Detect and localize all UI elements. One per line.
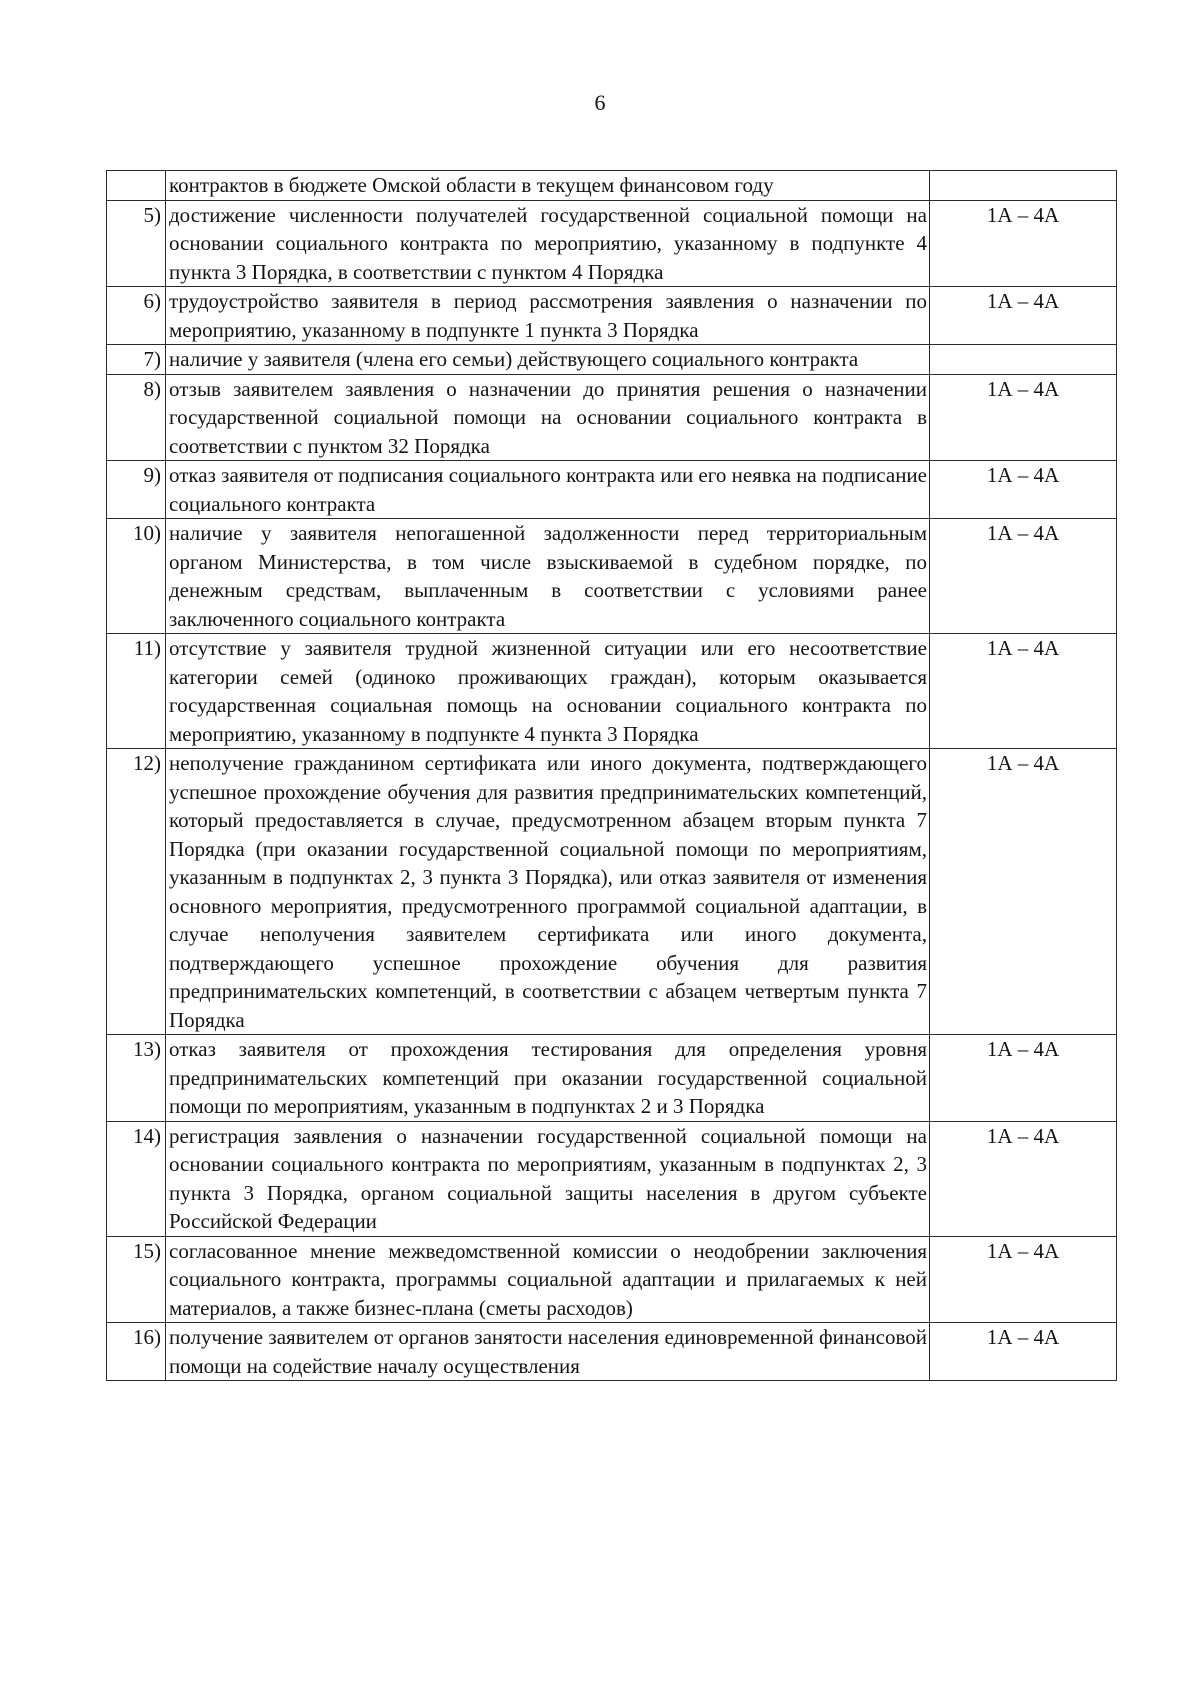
table-row <box>107 1323 1117 1381</box>
row-text: наличие у заявителя (члена его семьи) действующего социального контракта <box>166 345 930 375</box>
row-text: отказ заявителя от подписания социального контракта или его неявка на подписание социального контракта <box>166 461 930 519</box>
row-code: 1А – 4А <box>930 1121 1117 1236</box>
page-number: 6 <box>594 90 606 115</box>
row-number: 15) <box>107 1236 166 1323</box>
table-row <box>107 1236 1117 1323</box>
row-code: 1А – 4А <box>930 1236 1117 1323</box>
row-code: 1А – 4А <box>930 1035 1117 1122</box>
row-number: 10) <box>107 519 166 634</box>
row-number: 14) <box>107 1121 166 1236</box>
row-text: регистрация заявления о назначении государственной социальной помощи на основании социального контракта по мероприятиям, указанным в подпунктах 2, 3 пункта 3 Порядка, органом социальной защиты населения в другом субъекте Российской Федерации <box>166 1121 930 1236</box>
row-code <box>930 171 1117 201</box>
row-code: 1А – 4А <box>930 1323 1117 1381</box>
grounds-table <box>106 170 1117 1381</box>
row-number: 5) <box>107 200 166 287</box>
row-text: неполучение гражданином сертификата или иного документа, подтверждающего успешное прохождение обучения для развития предпринимательских компетенций, который предоставляется в случае, предусмотренном абзацем вторым пункта 7 Порядка (при оказании государственной социальной помощи по мероприятиям, указанным в подпунктах 2, 3 пункта 3 Порядка), или отказ заявителя от изменения основного мероприятия, предусмотренного программой социальной адаптации, в случае неполучения заявителем сертификата или иного документа, подтверждающего успешное прохождение обучения для развития предпринимательских компетенций, в соответствии с абзацем четвертым пункта 7 Порядка <box>166 749 930 1035</box>
row-number: 13) <box>107 1035 166 1122</box>
table-row <box>107 171 1117 201</box>
table-row <box>107 374 1117 461</box>
row-code: 1А – 4А <box>930 749 1117 1035</box>
row-number: 7) <box>107 345 166 375</box>
row-number: 12) <box>107 749 166 1035</box>
row-code: 1А – 4А <box>930 287 1117 345</box>
row-number <box>107 171 166 201</box>
table-row <box>107 287 1117 345</box>
row-number: 16) <box>107 1323 166 1381</box>
table-row <box>107 1035 1117 1122</box>
row-text: наличие у заявителя непогашенной задолженности перед территориальным органом Министерства, в том числе взыскиваемой в судебном порядке, по денежным средствам, выплаченным в соответствии с условиями ранее заключенного социального контракта <box>166 519 930 634</box>
row-text: достижение численности получателей государственной социальной помощи на основании социального контракта по мероприятию, указанному в подпункте 4 пункта 3 Порядка, в соответствии с пунктом 4 Порядка <box>166 200 930 287</box>
row-text: отказ заявителя от прохождения тестирования для определения уровня предпринимательских компетенций при оказании государственной социальной помощи по мероприятиям, указанным в подпунктах 2 и 3 Порядка <box>166 1035 930 1122</box>
table-row <box>107 345 1117 375</box>
table-row <box>107 749 1117 1035</box>
row-text: отсутствие у заявителя трудной жизненной ситуации или его несоответствие категории семей (одиноко проживающих граждан), которым оказывается государственная социальная помощь на основании социального контракта по мероприятию, указанному в подпункте 4 пункта 3 Порядка <box>166 634 930 749</box>
row-code: 1А – 4А <box>930 374 1117 461</box>
row-number: 8) <box>107 374 166 461</box>
table-row <box>107 200 1117 287</box>
row-number: 6) <box>107 287 166 345</box>
row-text: согласованное мнение межведомственной комиссии о неодобрении заключения социального контракта, программы социальной адаптации и прилагаемых к ней материалов, а также бизнес-плана (сметы расходов) <box>166 1236 930 1323</box>
row-text: трудоустройство заявителя в период рассмотрения заявления о назначении по мероприятию, указанному в подпункте 1 пункта 3 Порядка <box>166 287 930 345</box>
row-number: 9) <box>107 461 166 519</box>
row-number: 11) <box>107 634 166 749</box>
row-text: контрактов в бюджете Омской области в текущем финансовом году <box>166 171 930 201</box>
table-row <box>107 461 1117 519</box>
table-row <box>107 634 1117 749</box>
row-code: 1А – 4А <box>930 461 1117 519</box>
row-code <box>930 345 1117 375</box>
table-row <box>107 519 1117 634</box>
row-code: 1А – 4А <box>930 634 1117 749</box>
row-code: 1А – 4А <box>930 519 1117 634</box>
row-text: отзыв заявителем заявления о назначении до принятия решения о назначении государственной социальной помощи на основании социального контракта в соответствии с пунктом 32 Порядка <box>166 374 930 461</box>
row-code: 1А – 4А <box>930 200 1117 287</box>
table-row <box>107 1121 1117 1236</box>
row-text: получение заявителем от органов занятости населения единовременной финансовой помощи на содействие началу осуществления <box>166 1323 930 1381</box>
